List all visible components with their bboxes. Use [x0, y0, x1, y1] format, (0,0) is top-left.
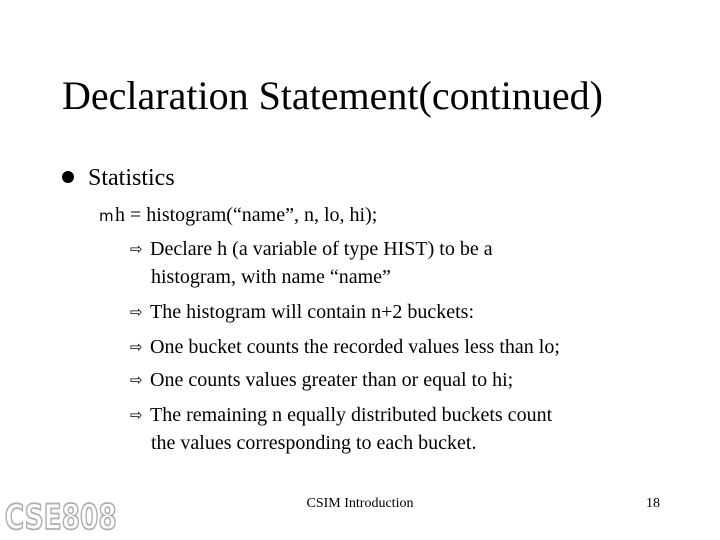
- bullet-level3-continuation: the values corresponding to each bucket.: [151, 432, 477, 454]
- filled-circle-bullet-icon: [62, 171, 74, 183]
- bullet-level1-text: Statistics: [88, 165, 175, 191]
- bullet-level1: [62, 162, 175, 194]
- bullet-level3-text: One bucket counts the recorded values less than lo;: [150, 336, 560, 358]
- hollow-right-arrow-icon: ⇨: [130, 371, 143, 389]
- bullet-level3-item: [130, 333, 560, 361]
- bullet-level3-item: [130, 401, 552, 457]
- hollow-right-arrow-icon: ⇨: [130, 303, 143, 321]
- m-bullet-icon: m: [99, 207, 114, 225]
- page-number: 18: [646, 496, 660, 511]
- hollow-right-arrow-icon: ⇨: [130, 338, 143, 356]
- footer-text: CSIM Introduction: [306, 496, 414, 511]
- logo-text: CSE808: [4, 497, 117, 538]
- bullet-level3-item: [130, 235, 493, 291]
- slide-title: Declaration Statement(continued): [62, 73, 603, 118]
- hollow-right-arrow-icon: ⇨: [130, 240, 143, 258]
- hollow-right-arrow-icon: ⇨: [130, 406, 143, 424]
- bullet-level3-item: [130, 366, 513, 394]
- bullet-level2-text: h = histogram(“name”, n, lo, hi);: [115, 204, 378, 226]
- bullet-level3-text: The remaining n equally distributed buckets count: [150, 404, 553, 426]
- bullet-level3-item: [130, 298, 474, 326]
- bullet-level3-text: One counts values greater than or equal to hi;: [150, 369, 514, 391]
- bullet-level3-text: The histogram will contain n+2 buckets:: [150, 301, 474, 323]
- bullet-level3-text: Declare h (a variable of type HIST) to be a: [150, 238, 493, 260]
- bullet-level2: [99, 201, 377, 230]
- bullet-level3-continuation: histogram, with name “name”: [151, 266, 391, 288]
